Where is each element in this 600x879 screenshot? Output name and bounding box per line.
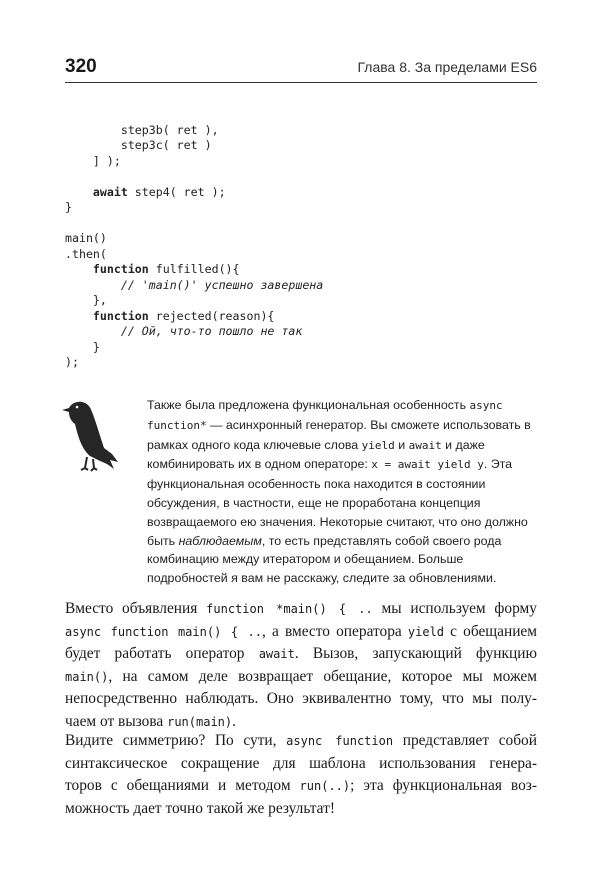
code-line: } <box>65 200 72 214</box>
text-line: Вместо объявления function *main() { .. мы используем форму <box>65 600 537 617</box>
code-line <box>65 216 545 232</box>
note-box <box>60 396 540 586</box>
header-rule <box>65 82 537 83</box>
code-line: .then( <box>65 246 107 261</box>
code-line: main() <box>65 231 107 245</box>
code-line: function rejected(reason){ <box>92 308 275 323</box>
note-text: Также была предложена функциональная особенность async function* — асинхронный генератор. Вы сможете использовать в рамках одного кода ключевые слова yield и await и даже комбинировать их в одном операторе: x = await yield y. Эта функциональная особенность пока находится в состоянии обсуждения, в частности, еще не проработана концепция возвращаемого ею значения. Некоторые считают, что оно должно быть наблюдаемым, то есть представлять собой своего рода комбинацию между итератором и обещанием. Больше подробностей я вам не расскажу, следите за обновлениями. <box>147 398 531 586</box>
text-line: будет работать оператор await. Вызов, запускающий функцию <box>65 645 537 663</box>
text-line: синтаксическое сокращение для шаблона использования генера- <box>65 754 537 772</box>
chapter-title: Глава 8. За пределами ES6 <box>357 59 537 75</box>
text-line: торов с обещаниями и методом run(..); эта функциональная воз- <box>65 777 537 795</box>
code-line: function fulfilled(){ <box>92 262 240 276</box>
crow-icon <box>60 396 130 476</box>
code-line: step3b( ret ), <box>120 122 219 137</box>
paragraph-1 <box>65 598 537 734</box>
text-line: чаем от вызова run(main). <box>65 712 236 730</box>
code-comment: // 'main()' успешно завершена <box>120 277 324 292</box>
code-line: ); <box>65 355 79 369</box>
code-line: step3c( ret ) <box>120 138 212 152</box>
code-comment: // Ой, что-то пошло не так <box>120 324 303 338</box>
text-line: Видите симметрию? По сути, async function представляет собой <box>65 732 537 749</box>
code-line: ] ); <box>92 153 121 168</box>
text-line: можность дает точно такой же результат! <box>65 799 335 817</box>
code-line: } <box>92 339 100 354</box>
text-line: непосредственно наблюдать. Оно эквивалентно тому, что мы полу- <box>65 690 537 708</box>
code-listing <box>65 107 545 402</box>
page-number: 320 <box>65 56 97 77</box>
paragraph-2 <box>65 730 537 820</box>
text-line: main(), на самом деле возвращает обещание, которое мы можем <box>65 667 537 685</box>
code-line <box>65 169 545 185</box>
text-line: async function main() { .., а вместо оператора yield с обещанием <box>65 622 538 640</box>
code-line: await step4( ret ); <box>92 184 226 199</box>
page-header <box>65 56 537 80</box>
code-line: }, <box>92 293 107 307</box>
